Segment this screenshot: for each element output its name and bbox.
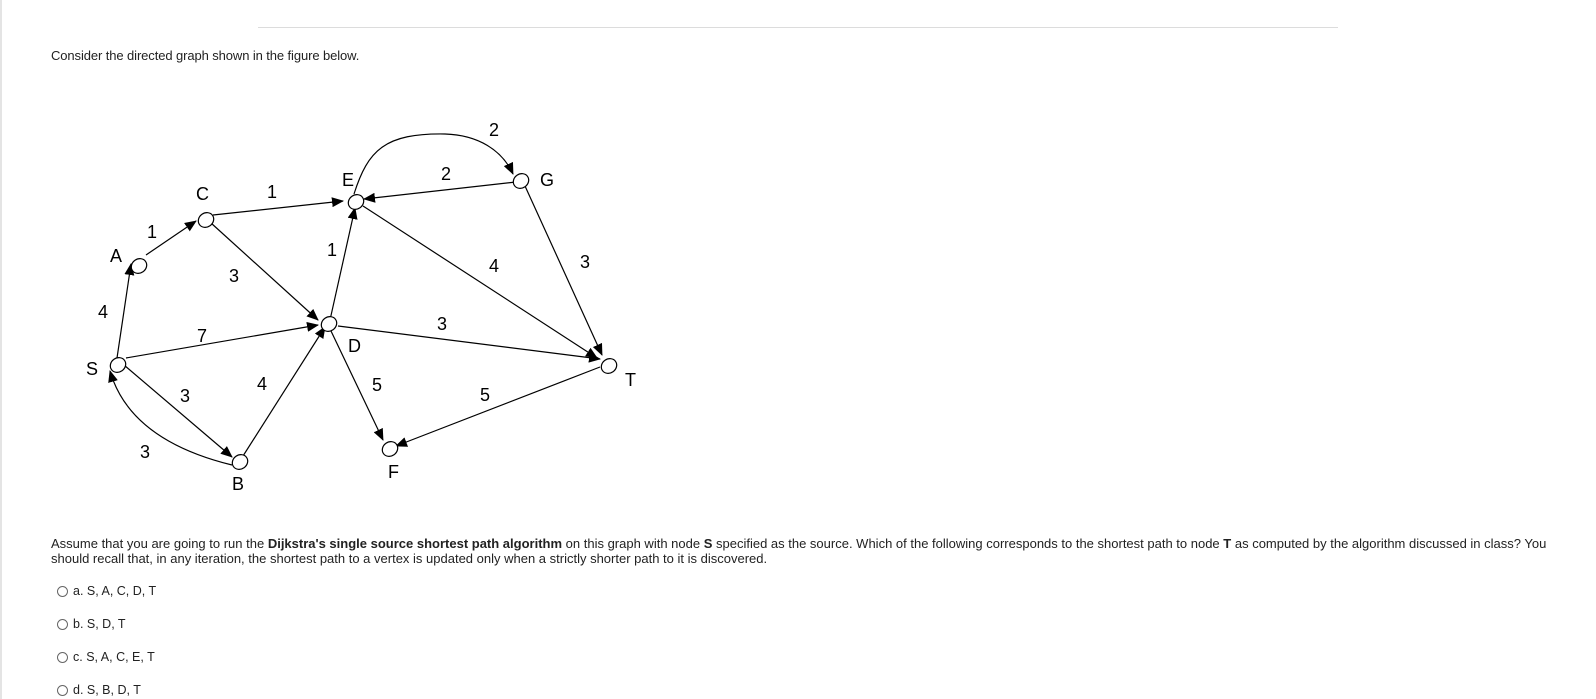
option-label: d. S, B, D, T [73, 683, 141, 697]
question-text: Assume that you are going to run the Dijkstra's single source shortest path algorithm on this graph with node S specified as the source. Which of the following corresponds to the shortest path to node T as computed by the algorithm discussed in class? You should recall that, in any iteration, the shortest path to a vertex is updated only when a strictly shorter path to it is discovered. [51, 536, 1547, 566]
radio-button[interactable] [57, 652, 68, 663]
radio-button[interactable] [57, 619, 68, 630]
left-border [0, 0, 2, 699]
label-C: C [196, 184, 209, 204]
weight-D-T: 3 [437, 314, 448, 334]
label-A: A [110, 246, 123, 266]
weight-S-B: 3 [180, 386, 191, 406]
radio-button[interactable] [57, 685, 68, 696]
top-divider [258, 27, 1338, 28]
node-C [195, 210, 216, 231]
edge-S-A [117, 264, 131, 358]
weight-S-D: 7 [197, 326, 208, 346]
edge-C-E [213, 201, 343, 215]
label-B: B [232, 474, 245, 490]
option-label: c. S, A, C, E, T [73, 650, 155, 664]
option-b[interactable] [57, 617, 126, 631]
edge-D-T [338, 326, 600, 359]
node-G [510, 171, 531, 192]
label-S: S [86, 359, 99, 379]
weight-G-E: 2 [441, 164, 452, 184]
radio-button[interactable] [57, 586, 68, 597]
label-F: F [388, 462, 399, 482]
label-G: G [540, 170, 555, 190]
option-label: a. S, A, C, D, T [73, 584, 157, 598]
edge-B-S [110, 371, 232, 465]
node-F [379, 439, 400, 460]
weight-S-A: 4 [98, 302, 109, 322]
node-D [318, 314, 339, 335]
edge-D-E [330, 208, 355, 320]
node-E [345, 192, 366, 213]
weight-A-C: 1 [147, 222, 158, 242]
option-c[interactable] [57, 650, 155, 664]
weight-B-D: 4 [257, 374, 268, 394]
edge-E-T [363, 206, 597, 358]
intro-text: Consider the directed graph shown in the figure below. [51, 48, 360, 63]
option-d[interactable] [57, 683, 141, 697]
node-T [598, 356, 619, 377]
node-B [229, 452, 250, 473]
edge-G-E [364, 182, 516, 199]
weight-D-F: 5 [372, 375, 383, 395]
weight-G-T: 3 [580, 252, 591, 272]
label-D: D [348, 336, 361, 356]
node-A [128, 256, 149, 277]
weight-E-T: 4 [489, 256, 500, 276]
weight-C-E: 1 [267, 182, 278, 202]
weight-B-S: 3 [140, 442, 151, 462]
option-a[interactable] [57, 584, 156, 598]
label-E: E [342, 170, 355, 190]
weight-D-E: 1 [327, 240, 338, 260]
weight-T-F: 5 [480, 385, 491, 405]
option-label: b. S, D, T [73, 617, 126, 631]
label-T: T [625, 370, 636, 390]
edge-T-F [396, 367, 600, 446]
directed-graph-figure [80, 110, 660, 490]
weight-C-D: 3 [229, 266, 240, 286]
edge-B-D [243, 327, 325, 456]
edge-C-D [211, 223, 318, 320]
edge-G-T [525, 186, 602, 355]
edge-S-D [126, 325, 318, 358]
weight-E-G: 2 [489, 120, 500, 140]
